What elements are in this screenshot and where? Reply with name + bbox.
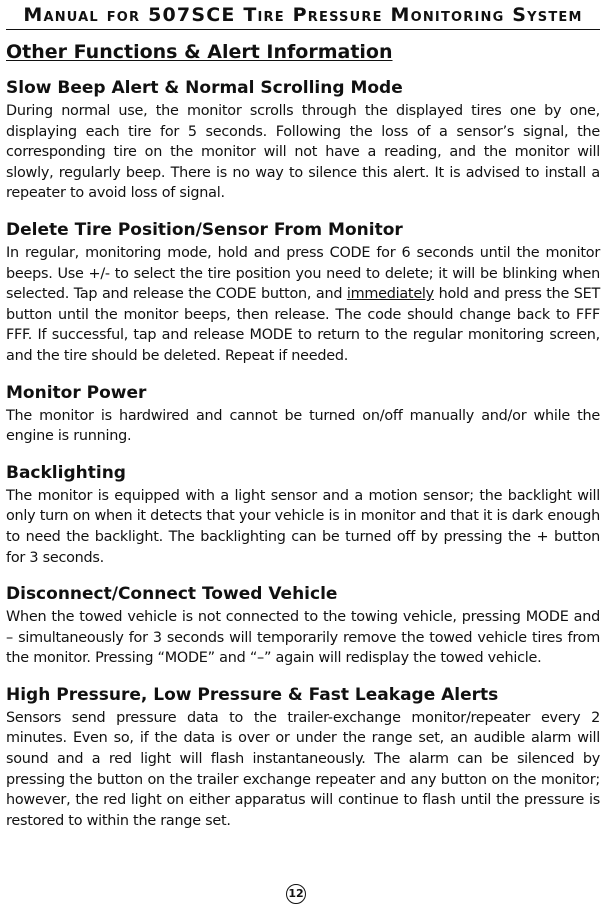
section-heading: Slow Beep Alert & Normal Scrolling Mode (6, 78, 403, 98)
section-pressure-alerts (6, 685, 600, 832)
body-text: hold and press the SET button until the monitor beeps, then release. The code should change back to FFF FFF. If successful, tap and release MODE to return to the regular monitoring screen, and the tire should be deleted. Repeat if needed. (6, 286, 600, 364)
section-heading: Disconnect/Connect Towed Vehicle (6, 584, 338, 605)
section-body (6, 243, 600, 367)
section-delete-tire-position (6, 220, 600, 367)
body-text: In regular, monitoring mode, hold and press CODE for 6 seconds until the monitor beeps. Use +/- to select the tire position you need to delete; it will be blinking when selected. Tap and release the CODE button, and (6, 244, 600, 303)
section-body: The monitor is hardwired and cannot be turned on/off manually and/or while the engine is running. (6, 407, 600, 445)
header-divider (6, 29, 600, 30)
section-monitor-power (6, 383, 600, 447)
section-body: When the towed vehicle is not connected to the towing vehicle, pressing MODE and – simultaneously for 3 seconds will temporarily remove the towed vehicle tires from the monitor. Pressing “MODE” and “–” again will redisplay the towed vehicle. (6, 609, 600, 667)
section-heading: Backlighting (6, 462, 126, 483)
page-number-badge: 12 (286, 884, 306, 904)
section-heading: Monitor Power (6, 382, 147, 403)
section-heading: Delete Tire Position/Sensor From Monitor (6, 219, 403, 240)
section-towed-vehicle (6, 584, 600, 669)
manual-header-title: Manual for 507SCE Tire Pressure Monitoring System (23, 4, 583, 26)
section-heading: High Pressure, Low Pressure & Fast Leakage Alerts (6, 684, 499, 705)
section-body: During normal use, the monitor scrolls through the displayed tires one by one, displaying each tire for 5 seconds. Following the loss of a sensor’s signal, the corresponding tire on the monitor will not have a reading, and the monitor will slowly, regularly beep. There is no way to silence this alert. It is advised to install a repeater to avoid loss of signal. (6, 103, 600, 202)
emphasis-underlined: immediately (346, 286, 434, 303)
section-body: The monitor is equipped with a light sensor and a motion sensor; the backlight will only turn on when it detects that your vehicle is in monitor and that it is dark enough to need the backlight. The backlighting can be turned off by pressing the + button for 3 seconds. (6, 487, 600, 566)
page-title: Other Functions & Alert Information (6, 41, 393, 63)
manual-page (6, 0, 600, 831)
section-body: Sensors send pressure data to the trailer-exchange monitor/repeater every 2 minutes. Even so, if the data is over or under the range set, an audible alarm will sound and a red light will flash instantaneously. The alarm can be silenced by pressing the button on the trailer exchange repeater and any button on the monitor; however, the red light on either apparatus will continue to flash until the pressure is restored to within the range set. (6, 709, 600, 829)
section-backlighting (6, 463, 600, 568)
section-slow-beep-alert (6, 78, 600, 204)
